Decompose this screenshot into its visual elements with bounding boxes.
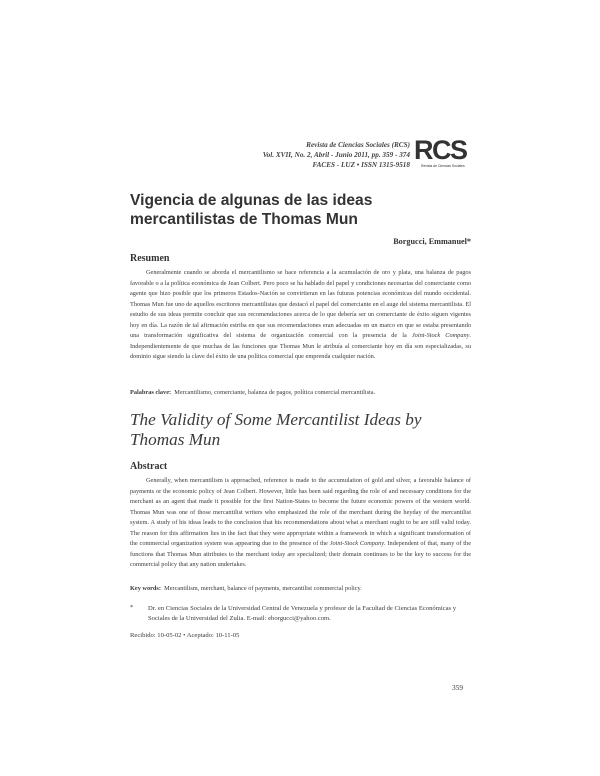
- abstract-heading: Abstract: [130, 461, 168, 472]
- resumen-keywords: [130, 389, 471, 396]
- received-accepted-dates: Recibido: 10-05-02 • Aceptado: 10-11-05: [130, 632, 240, 639]
- journal-header: [263, 140, 410, 171]
- journal-logo: [414, 136, 474, 172]
- abstract-text-end: . Independent of that, many of the functions that Thomas Mun attributes to the merchant today are specialized; their domain continues to be the key to success for the commercial policy that any nation undertakes.: [130, 540, 472, 569]
- keywords-label-en: Key words:: [130, 585, 161, 592]
- resumen-text: Generalmente cuando se aborda el mercantilismo se hace referencia a la acumulación de oro y plata, una balanza de pagos favorable o a la política económica de Jean Colbert. Pero poco se ha hablado del papel y condiciones necesarias del comerciante como agente que hizo posible que los primeros Estados-Nación se convirtieran en las futuras potencias económicas del mundo occidental. Thomas Mun fue uno de aquellos escritores mercantilistas que destacó el papel del comerciante en el auge del sistema mercantilista. El estudio de sus ideas permite concluir que sus recomendaciones acerca de lo que debería ser un comerciante de éxito siguen vigentes hoy en día. La razón de tal afirmación estriba en que sus recomendaciones eran adecuadas en un marco en que se estaba presentando una transformación significativa del sistema de organización comercial con la presencia de la: [130, 269, 471, 340]
- abstract-text: Generally, when mercantilism is approached, reference is made to the accumulation of gold and silver, a favorable balance of payments or the economic policy of Jean Colbert. However, little has been said regarding the role of and necessary conditions for the merchant as an agent that made it possible for the first Nation-States to become the future economic powers of the western world. Thomas Mun was one of those mercantilist writers who emphasized the role of the merchant during the heyday of the mercantilist system. A study of his ideas leads to the conclusion that his recommendations about what a merchant ought to be are still valid today. The reason for this affirmation lies in the fact that they were appropriate within a framework in which a significant transformation of the commercial organization system was appearing due to the presence of the: [130, 477, 471, 548]
- journal-issn: FACES - LUZ • ISSN 1315-9518: [312, 161, 410, 170]
- abstract-keywords: [130, 585, 471, 592]
- article-title-spanish: Vigencia de algunas de las ideas mercantilistas de Thomas Mun: [130, 192, 373, 228]
- keywords-en: Mercantilism, merchant, balance of payments, mercantilist commercial policy.: [164, 585, 362, 592]
- resumen-text-end: . Independientemente de que muchas de las funciones que Thomas Mun le atribuía al comerciante hoy en día son especializadas, su dominio sigue siendo la clave del éxito de una política comercial que emprenda cualquier nación.: [130, 332, 471, 361]
- abstract-paragraph: [130, 476, 471, 571]
- logo-text: RCS: [414, 135, 467, 165]
- journal-name: Revista de Ciencias Sociales (RCS): [306, 141, 410, 149]
- author-name: Borgucci, Emmanuel*: [393, 237, 471, 246]
- article-title-english: The Validity of Some Mercantilist Ideas by Thomas Mun: [130, 410, 422, 449]
- keywords-es: Mercantilismo, comerciante, balanza de pagos, política comercial mercantilista.: [174, 389, 376, 396]
- page-number: 359: [452, 683, 464, 692]
- footnote-mark: *: [130, 604, 134, 611]
- logo-caption: Revista de Ciencias Sociales: [421, 164, 465, 168]
- keywords-label-es: Palabras clave:: [130, 389, 172, 396]
- resumen-paragraph: [130, 268, 471, 363]
- author-footnote: Dr. en Ciencias Sociales de la Universidad Central de Venezuela y profesor de la Facultad de Ciencias Económicas y Sociales de la Universidad del Zulia. E-mail: eborgucci@yahoo.com.: [148, 605, 457, 623]
- abstract-italic-term: Joint-Stock Company: [329, 540, 385, 548]
- resumen-italic-term: Joint-Stock Company: [411, 332, 470, 340]
- journal-volume: Vol. XVII, No. 2, Abril - Junio 2011, pp. 359 - 374: [262, 151, 410, 160]
- resumen-heading: Resumen: [130, 253, 170, 264]
